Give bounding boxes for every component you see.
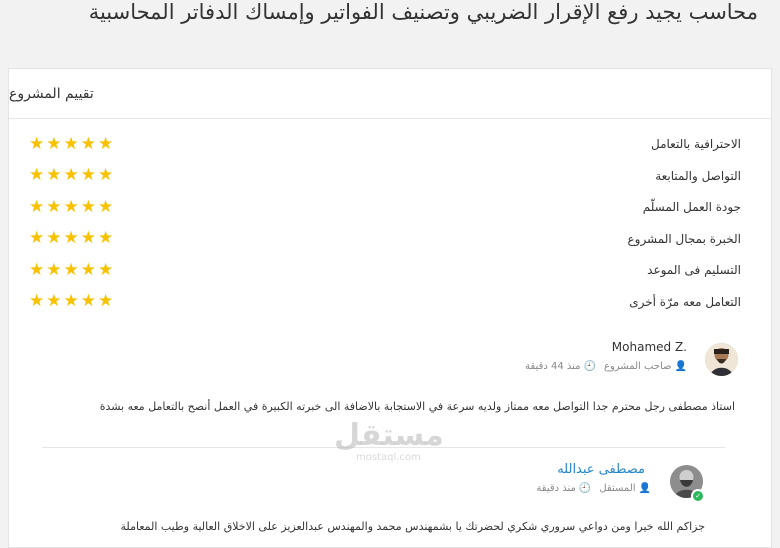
star-icon: ★ (46, 228, 62, 248)
review-time: منذ 44 دقيقة (525, 361, 581, 372)
star-icon: ★ (80, 196, 96, 217)
clock-icon: 🕘 (578, 483, 592, 494)
star-icon: ★ (63, 291, 79, 311)
star-rating (29, 259, 114, 280)
reviewer-name-link[interactable]: مصطفى عبدالله (557, 462, 645, 477)
star-icon: ★ (46, 291, 62, 311)
page-title: محاسب يجيد رفع الإقرار الضريبي وتصنيف الفواتير وإمساك الدفاتر المحاسبية (88, 0, 758, 24)
rating-row (9, 226, 771, 252)
rating-label: التسليم فى الموعد (647, 263, 741, 277)
star-rating (29, 230, 113, 247)
star-icon: ★ (46, 196, 62, 217)
reviewer-role: المستقل (599, 483, 636, 494)
star-icon: ★ (63, 228, 79, 248)
rating-row (9, 163, 771, 189)
user-icon: 👤 (674, 361, 687, 372)
star-icon: ★ (98, 259, 114, 280)
rating-label: التعامل معه مرّة أخرى (629, 294, 741, 309)
star-icon: ★ (98, 291, 114, 311)
reviewer-name[interactable]: Mohamed Z. (611, 340, 687, 354)
star-icon: ★ (29, 228, 45, 248)
reviewer-role: صاحب المشروع (603, 361, 672, 372)
role-item (599, 483, 651, 494)
star-icon: ★ (80, 291, 96, 311)
star-icon: ★ (46, 259, 62, 280)
rating-row (9, 257, 771, 283)
time-item (536, 483, 591, 494)
rating-label: جودة العمل المسلّم (642, 200, 741, 214)
star-icon: ★ (80, 228, 96, 248)
star-rating (29, 167, 113, 184)
rating-card (8, 68, 772, 548)
star-rating (29, 133, 114, 154)
rating-header: تقييم المشروع (9, 85, 94, 102)
star-icon: ★ (80, 165, 96, 185)
watermark-logo: مستقل (334, 418, 444, 453)
watermark-sub: mostaql.com (356, 452, 421, 463)
star-icon: ★ (98, 228, 114, 248)
star-icon: ★ (46, 165, 62, 185)
card-header (9, 69, 771, 119)
star-icon: ★ (98, 133, 114, 154)
rating-label: الخبرة بمجال المشروع (627, 231, 741, 246)
rating-row (9, 131, 771, 157)
star-icon: ★ (80, 133, 96, 154)
star-icon: ★ (98, 165, 114, 185)
star-icon: ★ (63, 259, 79, 280)
star-icon: ★ (29, 133, 45, 154)
review-text: جزاكم الله خيرا ومن دواعي سروري شكري لحضرتك يا بشمهندس محمد والمهندس عبدالعزيز على الاخلاق العالية وطيب المعاملة (120, 520, 705, 533)
online-check-icon: ✓ (691, 489, 705, 503)
review-meta (536, 483, 651, 494)
rating-label: التواصل والمتابعة (655, 168, 741, 183)
star-icon: ★ (29, 165, 45, 185)
star-icon: ★ (29, 196, 45, 217)
user-icon: 👤 (638, 483, 651, 494)
review-text: استاذ مصطفى رجل محترم جدا التواصل معه ممتاز ولديه سرعة في الاستجابة بالاضافة الى خبرته الكبيرة في العمل أنصح بالتعامل معه بشدة (99, 400, 735, 413)
star-rating (29, 196, 114, 217)
time-item (525, 361, 596, 372)
star-icon: ★ (29, 291, 45, 311)
rating-row (9, 194, 771, 220)
avatar[interactable] (705, 343, 738, 376)
review-meta (525, 361, 687, 372)
role-item (604, 361, 687, 372)
star-icon: ★ (63, 133, 79, 154)
rating-row (9, 289, 771, 315)
star-rating (29, 293, 113, 310)
star-icon: ★ (63, 196, 79, 217)
star-icon: ★ (63, 165, 79, 185)
review-time: منذ دقيقة (536, 483, 576, 494)
star-icon: ★ (98, 196, 114, 217)
clock-icon: 🕘 (583, 361, 596, 372)
star-icon: ★ (46, 133, 62, 154)
star-icon: ★ (80, 259, 96, 280)
star-icon: ★ (29, 259, 45, 280)
rating-label: الاحترافية بالتعامل (650, 137, 741, 151)
